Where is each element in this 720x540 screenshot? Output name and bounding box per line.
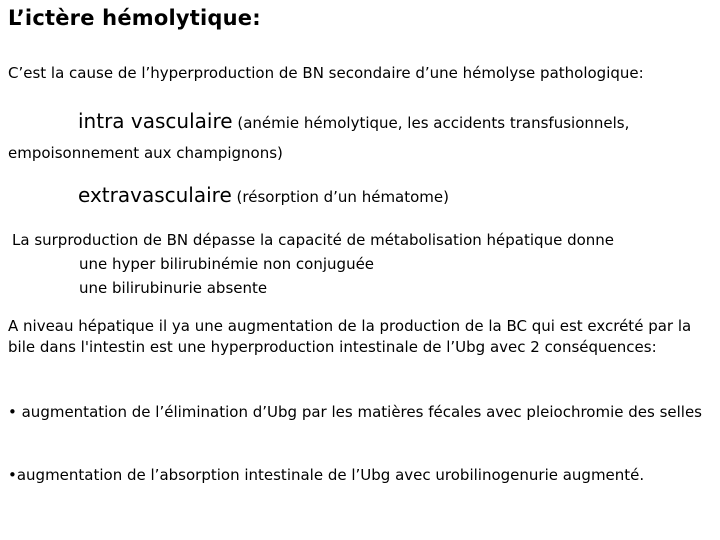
surproduction-line2: une hyper bilirubinémie non conjuguée (79, 255, 375, 273)
intro-text: C’est la cause de l’hyperproduction de BN secondaire d’une hémolyse pathologique: (8, 64, 644, 82)
bullet-absorption: •augmentation de l’absorption intestinale de l’Ubg avec urobilinogenurie augmenté. (8, 466, 645, 484)
intra-continuation: empoisonnement aux champignons) (8, 144, 283, 162)
intra-term: intra vasculaire (78, 109, 233, 133)
extra-term: extravasculaire (78, 183, 232, 207)
surproduction-line3: une bilirubinurie absente (79, 279, 268, 297)
hepatique-paragraph: A niveau hépatique il ya une augmentation de la production de la BC qui est excrété par la bile dans l'intestin est une hyperproduction intestinale de l’Ubg avec 2 conséquences: (8, 317, 692, 356)
bullet-elimination: • augmentation de l’élimination d’Ubg par les matières fécales avec pleiochromie des selles (8, 403, 702, 421)
intra-detail: (anémie hémolytique, les accidents transfusionnels, (237, 114, 630, 132)
slide-title: L’ictère hémolytique: (8, 6, 261, 30)
extra-detail: (résorption d’un hématome) (236, 188, 449, 206)
intra-line (78, 111, 629, 134)
surproduction-line1: La surproduction de BN dépasse la capacité de métabolisation hépatique donne (12, 231, 615, 249)
extra-line (78, 185, 449, 208)
